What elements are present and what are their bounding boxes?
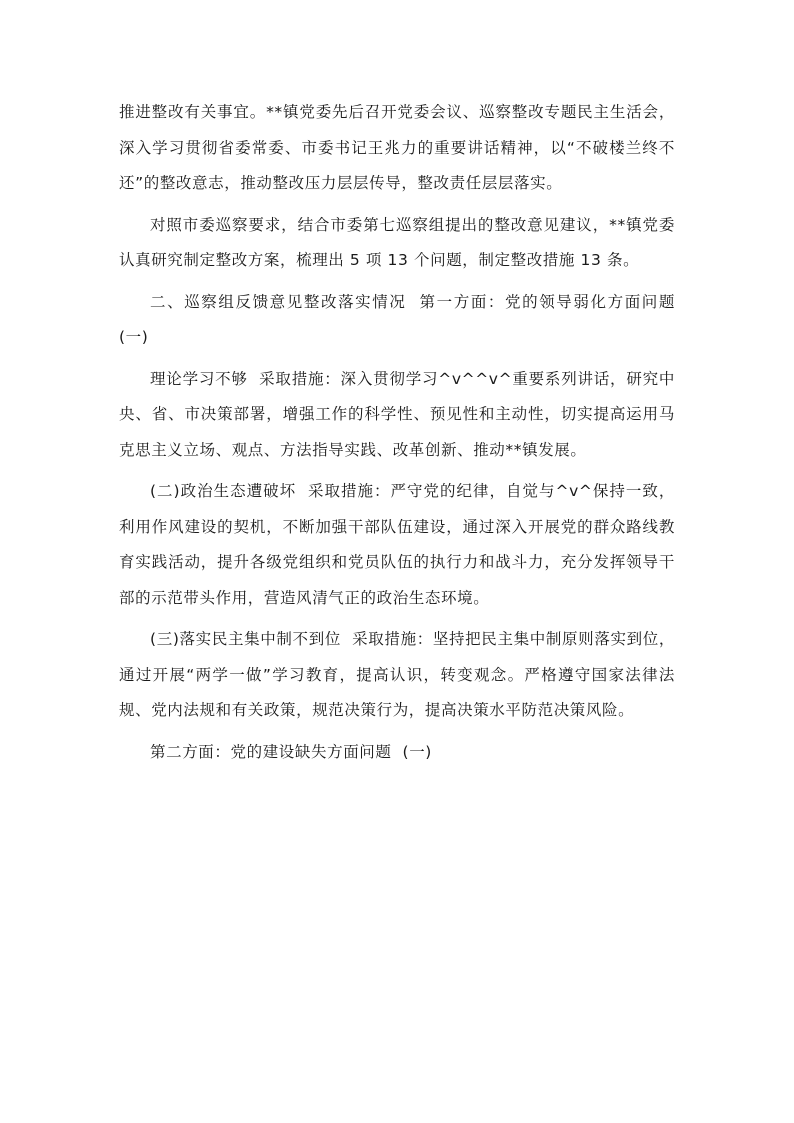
paragraph-section-two-heading: 二、巡察组反馈意见整改落实情况 第一方面：党的领导弱化方面问题 (一) — [119, 292, 687, 346]
document-body — [119, 95, 687, 776]
paragraph-rectification-intro: 推进整改有关事宜。**镇党委先后召开党委会议、巡察整改专题民主生活会，深入学习贯彻省委常委、市委书记王兆力的重要讲话精神，以“不破楼兰终不还”的整改意志，推动整改压力层层传导，整改责任层层落实。 — [119, 103, 675, 192]
paragraph-democratic-centralism: (三)落实民主集中制不到位 采取措施：坚持把民主集中制原则落实到位，通过开展“两学一做”学习教育，提高认识，转变观念。严格遵守国家法律法规、党内法规和有关政策，规范决策行为，提高决策水平防范决策风险。 — [119, 630, 675, 719]
paragraph-political-ecology: (二)政治生态遭破坏 采取措施：严守党的纪律，自觉与^v^保持一致，利用作风建设的契机，不断加强干部队伍建设，通过深入开展党的群众路线教育实践活动，提升各级党组织和党员队伍的执行力和战斗力，充分发挥领导干部的示范带头作用，营造风清气正的政治生态环境。 — [119, 482, 675, 607]
paragraph-rectification-plan: 对照市委巡察要求，结合市委第七巡察组提出的整改意见建议，**镇党委认真研究制定整改方案，梳理出 5 项 13 个问题，制定整改措施 13 条。 — [119, 215, 675, 269]
paragraph-party-building-heading: 第二方面：党的建设缺失方面问题 (一) — [150, 742, 432, 761]
paragraph-theory-study: 理论学习不够 采取措施：深入贯彻学习^v^^v^重要系列讲话，研究中央、省、市决策部署，增强工作的科学性、预见性和主动性，切实提高运用马克思主义立场、观点、方法指导实践、改革创新、推动**镇发展。 — [119, 369, 675, 459]
